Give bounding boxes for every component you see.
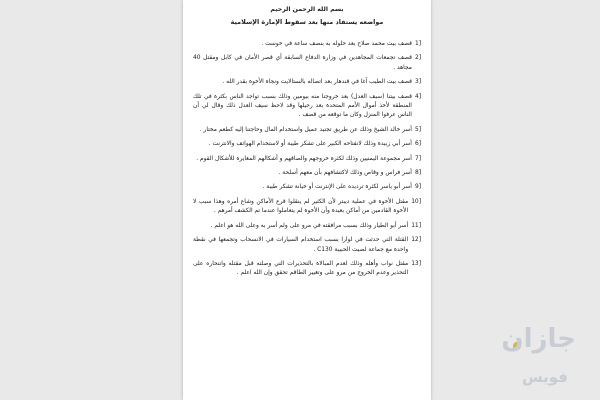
list-item	[193, 236, 421, 255]
item-number: [5	[414, 126, 421, 133]
item-number: [13	[411, 260, 421, 267]
document-page	[183, 0, 431, 400]
document-title: مواضعه يستفاد منها بعد سقوط الإمارة الإسلامية	[230, 18, 384, 26]
list-item	[193, 140, 421, 149]
item-number: [1	[414, 41, 421, 47]
list-item	[193, 155, 421, 164]
watermark-main-text: جازان	[501, 324, 576, 354]
watermark-sub-text: فويس	[521, 368, 568, 386]
item-text: مقتل الأخوة في عملية ديبتر لأن الكثير لم ينقلوا قرع الأماكن وشاع أمره وهذا سبب لا الأخوة القادمين من أماكن بعيدة وأن الأخوة لم يتعاملوا عندما تم الكشف أمرهم .	[193, 198, 409, 215]
list-item	[193, 126, 421, 135]
item-number: [11	[411, 222, 421, 229]
item-text: أسر أبي زبيدة وذلك لانفتاحه الكبير على تشكر طيبة أو لاستخدام الهواتف والانترنت .	[208, 141, 412, 148]
item-text: قصف بيتنا (سيف العدل) بعد خروجنا منه بيومين وذلك بسبب تواجد الناس بكثرة في تلك المنطقة لأخذ أموال الأمم المتحدة بعد رحيلها وقد لاحظ سيف العدل ذلك وقال لي أن الناس عرفوا المنزل وكان ما توقعه من قصف .	[193, 93, 412, 119]
item-number: [3	[414, 79, 421, 86]
site-watermark-logo	[502, 324, 582, 386]
item-number: [6	[414, 141, 421, 148]
item-number: [4	[414, 93, 421, 100]
item-text: قصف بيت الطيب آغا في قندهار بعد اتصاله بالستالايت ونجاة الأخوة بقدر الله .	[222, 79, 412, 86]
item-number: [7	[414, 155, 421, 162]
item-text: مقتل نواب وأهله وذلك لعدم المبالاة بالتحذيرات التي وصلته قبل مقتله وانتحاره على التحذير وعدم الخروج من مرو على وتغيير الطاقم تحقق وإن الله اعلم .	[193, 260, 409, 277]
item-text: أسر أبو الطيار وذلك بسبب مرافقته في مرو على ولم أسر به وعلى الله هو اعلم .	[210, 222, 409, 229]
list-item	[193, 183, 421, 192]
list-item	[193, 260, 421, 279]
list-item	[193, 198, 421, 217]
item-number: [12	[411, 237, 421, 244]
item-text: قصف تجمعات المجاهدين في وزارة الدفاع السابقة أي قصر الأمان في كابل ومقتل 40 مجاهد .	[193, 55, 412, 71]
list-item	[193, 40, 421, 49]
item-text: قصف بيت محمد صلاح بعد حلوله به بنصف ساعة في خوست .	[261, 41, 412, 47]
document-basmala: بسم الله الرحمن الرحيم	[270, 6, 344, 13]
list-item	[193, 222, 421, 231]
item-text: القتلة التي حدثت في لوارا بسبب استخدام السيارات في الانسحاب وتجمعها في نقطة واحدة مع جماعة لصيت الحبيبة C130 .	[193, 237, 409, 253]
list-item	[193, 93, 421, 121]
item-number: [2	[414, 55, 421, 62]
item-number: [8	[414, 170, 421, 177]
item-number: [10	[411, 198, 421, 205]
item-text: أسر فراس و وقاص وذلك لاكتشافهم بأن معهم أسلحة .	[278, 170, 412, 177]
list-item	[193, 78, 421, 87]
numbered-list	[193, 40, 421, 284]
item-text: أسر خالد الشيخ وذلك عن طريق تجنيد عميل واستخدام المال وحاجتنا إليه كطعم مختار .	[199, 126, 412, 133]
item-text: أسر مجموعة اليمنيين وذلك لكثرة خروجهم والصاقهم و أشكالهم المغايرة للأشكال القوم .	[196, 155, 412, 162]
item-text: أسر أبو ياسر لكثرة ترديده على الإنترنت أو خيانة تشكر طيبة .	[262, 184, 412, 191]
list-item	[193, 54, 421, 73]
list-item	[193, 169, 421, 178]
item-number: [9	[414, 184, 421, 191]
